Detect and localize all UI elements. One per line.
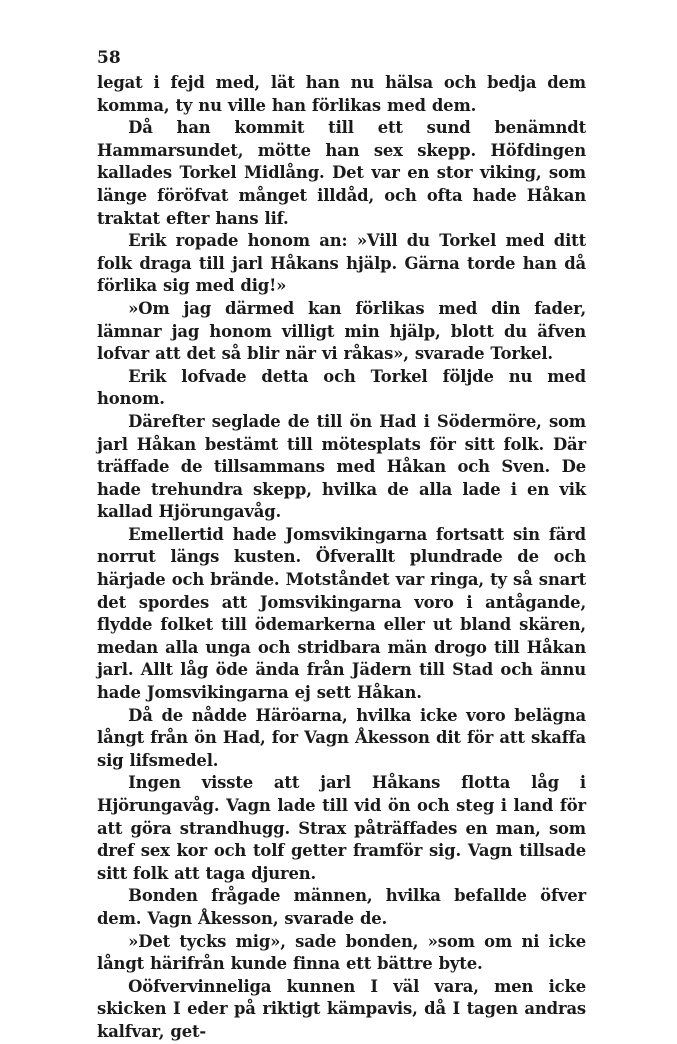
- paragraph: Därefter seglade de till ön Had i Södermöre, som jarl Håkan bestämt till mötesplats för sitt folk. Där träffade de tillsammans med Håkan och Sven. De hade trehundra skepp, hvilka de alla lade i en vik kallad Hjörungavåg.: [97, 411, 586, 522]
- paragraph: Oöfvervinneliga kunnen I väl vara, men icke skicken I eder på riktigt kämpavis, då I tagen andras kalfvar, get-: [97, 976, 586, 1041]
- paragraph: Då de nådde Häröarna, hvilka icke voro belägna långt från ön Had, for Vagn Åkesson dit för att skaffa sig lifsmedel.: [97, 705, 586, 770]
- paragraph: Bonden frågade männen, hvilka befallde öfver dem. Vagn Åkesson, svarade de.: [97, 886, 586, 928]
- paragraph: »Om jag därmed kan förlikas med din fader, lämnar jag honom villigt min hjälp, blott du äfven lofvar att det så blir när vi råkas», svarade Torkel.: [97, 298, 586, 364]
- paragraph: Erik lofvade detta och Torkel följde nu med honom.: [97, 366, 586, 409]
- paragraph: Erik ropade honom an: »Vill du Torkel med ditt folk draga till jarl Håkans hjälp. Gärna torde han då förlika sig med dig!»: [97, 231, 586, 296]
- paragraph: Ingen visste att jarl Håkans flotta låg i Hjörungavåg. Vagn lade till vid ön och steg i land för att göra strandhugg. Strax påträffades en man, som dref sex kor och tolf getter framför sig. Vagn tillsade sitt folk att taga djuren.: [97, 773, 586, 883]
- paragraph: Då han kommit till ett sund benämndt Hammarsundet, mötte han sex skepp. Höfdingen kallades Torkel Midlång. Det var en stor viking, som länge föröfvat månget illdåd, och ofta hade Håkan traktat efter hans lif.: [97, 118, 586, 228]
- paragraph: legat i fejd med, lät han nu hälsa och bedja dem komma, ty nu ville han förlikas med dem.: [97, 73, 586, 115]
- page-number: 58: [97, 48, 121, 68]
- paragraph: »Det tycks mig», sade bonden, »som om ni icke långt härifrån kunde finna ett bättre byte.: [97, 931, 586, 974]
- body-text: [97, 72, 586, 1044]
- paragraph: Emellertid hade Jomsvikingarna fortsatt sin färd norrut längs kusten. Öfverallt plundrade de och härjade och brände. Motståndet var ringa, ty så snart det spordes att Jomsvikingarna voro i antågande, flydde folket till ödemarkerna eller ut bland skären, medan alla unga och stridbara män drogo till Håkan jarl. Allt låg öde ända från Jädern till Stad och ännu hade Jomsvikingarna ej sett Håkan.: [97, 524, 586, 703]
